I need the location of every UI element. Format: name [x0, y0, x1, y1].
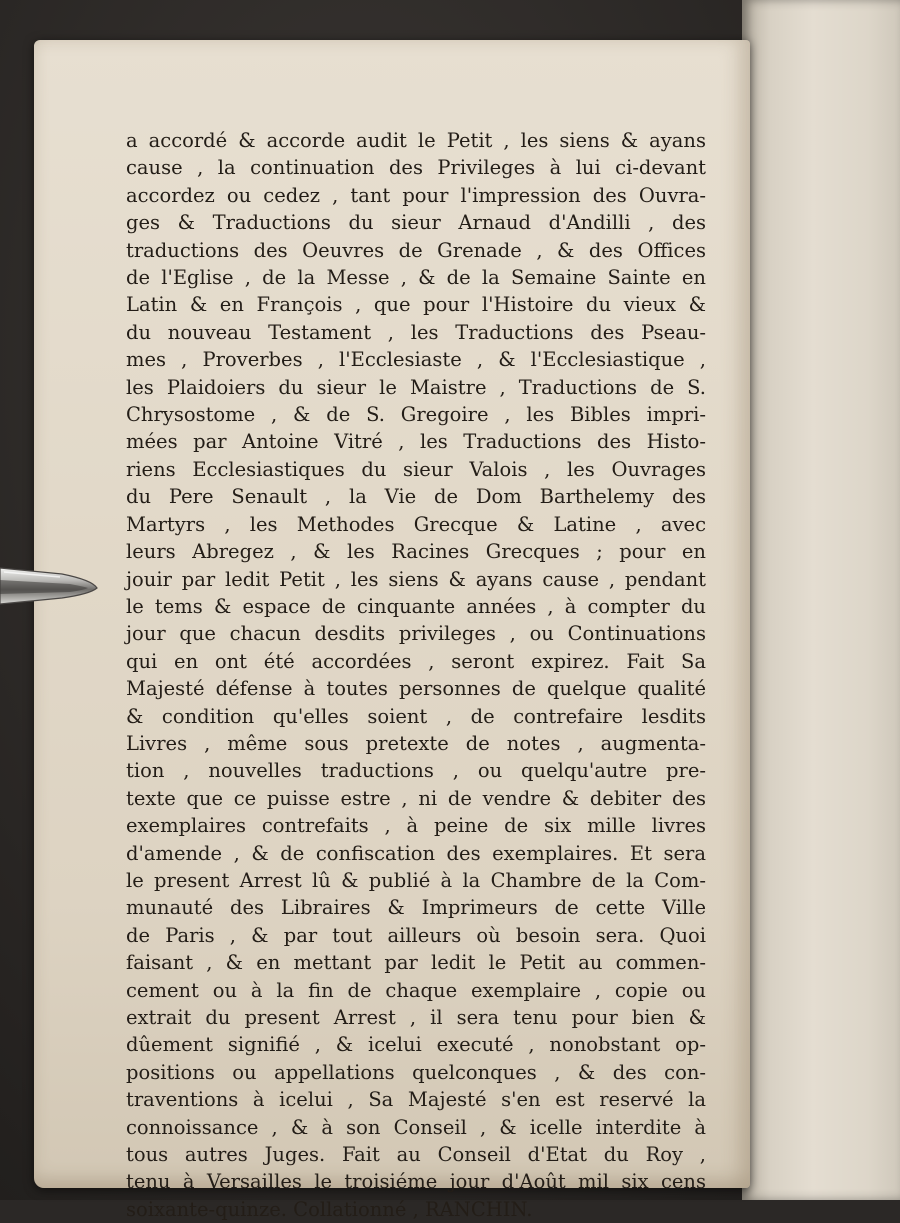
text-line: dûement signifié , & icelui executé , nonobstant op- — [126, 1033, 706, 1057]
text-line: du nouveau Testament , les Traductions des Pseau- — [126, 320, 706, 344]
text-line: exemplaires contrefaits , à peine de six mille livres — [126, 814, 706, 838]
text-line: jouir par ledit Petit , les siens & ayans cause , pendant — [126, 567, 706, 591]
text-line: tous autres Juges. Fait au Conseil d'Etat du Roy , — [126, 1143, 706, 1167]
text-line: accordez ou cedez , tant pour l'impression des Ouvra- — [126, 183, 706, 207]
text-line: riens Ecclesiastiques du sieur Valois , les Ouvrages — [126, 457, 706, 481]
text-line: tenu à Versailles le troisiéme jour d'Août mil six cens — [126, 1170, 706, 1194]
text-line: Livres , même sous pretexte de notes , augmenta- — [126, 731, 706, 755]
text-line: ges & Traductions du sieur Arnaud d'Andilli , des — [126, 211, 706, 235]
text-line: Latin & en François , que pour l'Histoire du vieux & — [126, 293, 706, 317]
text-line: de l'Eglise , de la Messe , & de la Semaine Sainte en — [126, 266, 706, 290]
text-line: soixante-quinze. Collationné , RANCHIN. — [126, 1197, 533, 1221]
text-line: cement ou à la fin de chaque exemplaire , copie ou — [126, 978, 706, 1002]
text-line: cause , la continuation des Privileges à lui ci-devant — [126, 156, 706, 180]
text-line: du Pere Senault , la Vie de Dom Barthelemy des — [126, 485, 706, 509]
text-line: mes , Proverbes , l'Ecclesiaste , & l'Ecclesiastique , — [126, 348, 706, 372]
text-line: de Paris , & par tout ailleurs où besoin sera. Quoi — [126, 923, 706, 947]
text-line: jour que chacun desdits privileges , ou Continuations — [126, 622, 706, 646]
text-line: positions ou appellations quelconques , & des con- — [126, 1060, 706, 1084]
text-line: extrait du present Arrest , il sera tenu pour bien & — [126, 1006, 706, 1029]
page-clip-icon — [0, 560, 100, 608]
text-line: texte que ce puisse estre , ni de vendre & debiter des — [126, 786, 706, 810]
text-line: a accordé & accorde audit le Petit , les siens & ayans — [126, 129, 706, 152]
text-line: Martyrs , les Methodes Grecque & Latine , avec — [126, 512, 706, 536]
text-line: traventions à icelui , Sa Majesté s'en est reservé la — [126, 1088, 706, 1112]
text-line: le present Arrest lû & publié à la Chambre de la Com- — [126, 868, 706, 892]
text-line: Chrysostome , & de S. Gregoire , les Bibles impri- — [126, 403, 706, 427]
text-line: tion , nouvelles traductions , ou quelqu'autre pre- — [126, 759, 706, 783]
text-line: munauté des Libraires & Imprimeurs de cette Ville — [126, 896, 706, 920]
page-text — [126, 127, 706, 1223]
text-line: leurs Abregez , & les Racines Grecques ; pour en — [126, 540, 706, 564]
text-line: le tems & espace de cinquante années , à compter du — [126, 594, 706, 618]
text-line: faisant , & en mettant par ledit le Petit au commen- — [126, 951, 706, 975]
text-line: & condition qu'elles soient , de contrefaire lesdits — [126, 704, 706, 728]
text-line: connoissance , & à son Conseil , & icelle interdite à — [126, 1115, 706, 1139]
text-line: d'amende , & de confiscation des exemplaires. Et sera — [126, 841, 706, 865]
text-line: les Plaidoiers du sieur le Maistre , Traductions de S. — [126, 375, 706, 399]
facing-page-edge — [742, 0, 900, 1200]
text-line: mées par Antoine Vitré , les Traductions des Histo- — [126, 430, 706, 454]
text-line: traductions des Oeuvres de Grenade , & des Offices — [126, 238, 706, 262]
text-line: qui en ont été accordées , seront expirez. Fait Sa — [126, 649, 706, 673]
text-line: Majesté défense à toutes personnes de quelque qualité — [126, 677, 706, 701]
